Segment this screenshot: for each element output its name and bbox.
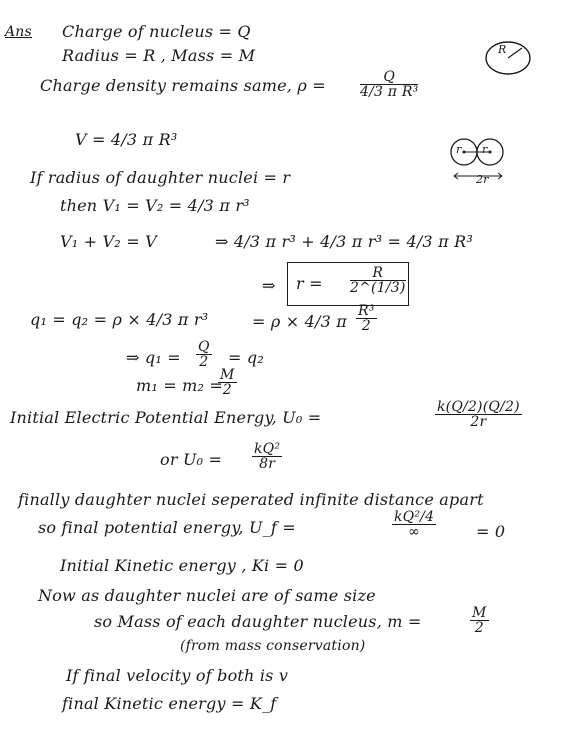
masses-numerator: M: [220, 367, 235, 383]
mass-each-denominator: 2: [474, 620, 484, 636]
nucleus-sketch: [480, 38, 540, 78]
boxed-r-equals: r =: [296, 274, 323, 293]
mass-each-numerator: M: [472, 605, 487, 621]
boxed-r-denominator: 2^(1/3): [350, 280, 406, 296]
sketch-r2-label: r: [482, 143, 488, 156]
line-daughter-radius: If radius of daughter nuclei = r: [30, 168, 291, 187]
q1-numerator: Q: [198, 339, 210, 355]
final-pe-zero: = 0: [476, 522, 506, 541]
initial-pe-denominator: 2r: [470, 414, 487, 430]
line-final-pe: so final potential energy, U_f =: [38, 518, 296, 537]
line-q2-equals: = q₂: [228, 348, 264, 367]
line-volumes-equal: then V₁ = V₂ = 4/3 π r³: [60, 196, 250, 215]
charges-numerator: R³: [358, 303, 375, 319]
line-radius-mass: Radius = R , Mass = M: [62, 46, 256, 65]
boxed-r-fraction: [350, 266, 406, 295]
sketch-R-label: R: [498, 43, 507, 56]
final-pe-fraction: [392, 510, 436, 539]
boxed-r-numerator: R: [350, 266, 406, 281]
answer-label: Ans: [5, 24, 32, 40]
line-initial-pe: Initial Electric Potential Energy, U₀ =: [10, 408, 322, 427]
line-volume-sum: V₁ + V₂ = V: [60, 232, 157, 251]
line-initial-ke: Initial Kinetic energy , Ki = 0: [60, 556, 304, 575]
final-pe-denominator: ∞: [408, 524, 421, 540]
initial-pe-fraction: [435, 400, 522, 429]
line-volume: V = 4/3 π R³: [75, 130, 178, 149]
masses-denominator: 2: [222, 382, 232, 398]
line-charge-density: Charge density remains same, ρ =: [40, 76, 326, 95]
line-u0-simplified: or U₀ =: [160, 450, 223, 469]
implies-arrow-r: ⇒: [262, 276, 276, 295]
line-masses-equal: m₁ = m₂ =: [136, 376, 224, 395]
final-pe-numerator: kQ²/4: [394, 509, 435, 525]
charge-density-numerator: Q: [360, 70, 418, 85]
charges-denominator: 2: [361, 318, 371, 334]
u0-numerator: kQ²: [254, 441, 281, 457]
line-volume-sum-expanded: ⇒ 4/3 π r³ + 4/3 π r³ = 4/3 π R³: [215, 232, 473, 251]
line-mass-conservation: (from mass conservation): [180, 638, 366, 654]
line-final-ke: final Kinetic energy = K_f: [62, 694, 277, 713]
charge-density-fraction: [360, 70, 418, 99]
line-charge-of-nucleus: Charge of nucleus = Q: [62, 22, 251, 41]
line-q1-equals: ⇒ q₁ =: [126, 348, 181, 367]
q1-fraction: [196, 340, 212, 369]
u0-denominator: 8r: [259, 456, 276, 472]
initial-pe-numerator: k(Q/2)(Q/2): [437, 399, 520, 415]
line-mass-each: so Mass of each daughter nucleus, m =: [94, 612, 422, 631]
sketch-2r-label: 2r: [476, 173, 489, 186]
line-charges-expanded: = ρ × 4/3 π: [252, 312, 348, 331]
line-finally-separated: finally daughter nuclei seperated infinite distance apart: [18, 490, 484, 509]
mass-each-fraction: [470, 606, 489, 635]
line-final-velocity: If final velocity of both is v: [66, 666, 289, 685]
u0-fraction: [252, 442, 282, 471]
sketch-r1-label: r: [456, 143, 462, 156]
masses-fraction: [218, 368, 237, 397]
charge-density-denominator: 4/3 π R³: [360, 84, 419, 100]
q1-denominator: 2: [199, 354, 209, 370]
charges-fraction: [356, 304, 377, 333]
line-same-size: Now as daughter nuclei are of same size: [38, 586, 376, 605]
line-charges-equal: q₁ = q₂ = ρ × 4/3 π r³: [30, 310, 209, 329]
